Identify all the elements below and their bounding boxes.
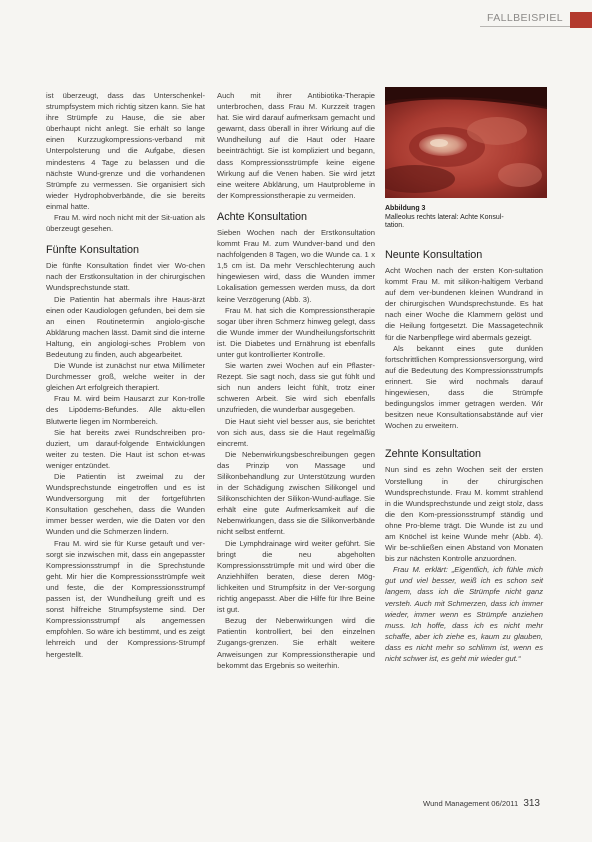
paragraph: Als bekannt eines gute dunklen fortschrittlichen Kompressionsversorgung, wird auf die Bedeutung des Kompressionsstrumpfs erinnert. Sie wird nochmals darauf hingewiesen, dass die Strümpfe bedingungslos immer getragen werden. Wir besitzen neue Konsultationsabstände auf vier Wochen zu erweitern. bbox=[385, 343, 543, 431]
paragraph: Sie warten zwei Wochen auf ein Pflaster-Rezept. Sie sagt noch, dass sie gut fühlt und sich nun anders leicht fühlt, trotz einer schweren Arbeit. Sie wird sich ebenfalls unzufrieden, die wunderbar ausgegeben. bbox=[217, 361, 375, 415]
wound-photo-image bbox=[385, 87, 547, 198]
figure-caption-text: Malleolus rechts lateral: Achte Konsul-tation. bbox=[385, 213, 504, 230]
paragraph: Acht Wochen nach der ersten Kon-sultation kommt Frau M. mit silikon-haltigem Verband auf dem ver-bundenen kleinen Wundrand in der chirurgischen Wundsprechstunde. Es hat nach einer Woche die Klammern gelöst und die Heilung fortgesetzt. Die Massagetechnik für die Narbenpflege wird abermals gezeigt. bbox=[385, 266, 543, 342]
section-heading: Fünfte Konsultation bbox=[46, 244, 140, 257]
paragraph: Die Patientin hat abermals ihre Haus-ärzt einen oder Kaudiologen gefunden, bei dem sie an einen Routinetermin angiolo-gische Abklärung machen lässt. Damit sind die interne Haltung, ein angiologi-sches Problem von Bedeutung zu finden, auch abgearbeitet. bbox=[46, 294, 205, 359]
paragraph: Frau M. wird sie für Kurse getauft und ver-sorgt sie inzwischen mit, dass ein angepasster Kompressionsstrumpf in die Sprechstunde geht. Mir hier die Kompressionsstrümpfe weit und feste, die der Kompressionsstrumpf passen ist, der Wundheilung greift und es sonst hilfreiche Strumpfsysteme sind. Der Kompressionsstrumpf als angemessen empfohlen. So wäre ich bestimmt, und es zeigt lehrreich und der Kompressions-Strumpf hergestellt. bbox=[46, 538, 205, 659]
paragraph: Die Nebenwirkungsbeschreibungen gegen das Prinzip von Massage und Silikonbehandlung zur Unterstützung wurden in der Schädigung zwischen Silikongel und Silikonschichten der Silikon-Wund-auflage. Sie erhält eine gute Aufmerksamkeit auf die Nebenwirkungen, dass sie die Silikonverbände nicht selbst entfernt. bbox=[217, 449, 375, 537]
paragraph: Sie hat bereits zwei Rundschreiben pro-duziert, um darauf-folgende Entwicklungen weiter zu testen. Die Haut ist schon et-was weniger entzündet. bbox=[46, 427, 205, 470]
paragraph: Die fünfte Konsultation findet vier Wo-chen nach der Erstkonsultation in der chirurgischen Wundsprechstunde statt. bbox=[46, 261, 205, 293]
paragraph: Bezug der Nebenwirkungen wird die Patientin kontrolliert, bei den einzelnen Zugangs-grenzen. Sie erhält weitere Anweisungen zur Kompressionstherapie und bekommt das Ergebnis so weiterhin. bbox=[217, 616, 375, 670]
quote-paragraph: Frau M. erklärt: „Eigentlich, ich fühle mich gut und viel besser, weiß ich es schon seit langem, dass ich die Strümpfe nicht ganz versteh. Auch mit Schmerzen, dass ich immer wieder, immer wenn es Strümpfe anziehen muss. Ich hoffe, dass ich es nicht mehr schaffe, aber ich ziehe es, kaum zu glauben, dass es nicht mehr so schlimm ist, wenn es nicht schwer ist, es geht mir wieder gut.“ bbox=[385, 565, 543, 663]
paragraph: Die Lymphdrainage wird weiter geführt. Sie bringt die neu abgeholten Kompressionsstrümpfe mit und wird über die Anziehhilfen beraten, diese deren Mög-lichkeiten und Strumpfsitz in der Ver-sorgung richtig angepasst. Aber die Hilfe für Ihre Beine ist gut. bbox=[217, 538, 375, 615]
section-label: FALLBEISPIEL bbox=[486, 12, 563, 24]
page-number: 313 bbox=[523, 798, 540, 809]
paragraph: Nun sind es zehn Wochen seit der ersten Vorstellung in der chirurgischen Wundsprechstunde. Frau M. kommt strahlend in die Wundsprechstunde und zeigt stolz, dass die den Kom-pressionsstrumpf ständig und ohne Pro-bleme trägt. Die Wunde ist zu und am Knöchel ist keine Wunde mehr (Abb. 4). Wir be-schließen einen Abstand von Monaten bis zur nächsten Kontrolle anzuordnen. bbox=[385, 465, 543, 564]
figure-caption bbox=[385, 205, 505, 231]
section-heading: Achte Konsultation bbox=[217, 210, 308, 223]
section-heading: Zehnte Konsultation bbox=[385, 448, 482, 461]
paragraph: Sieben Wochen nach der Erstkonsultation kommt Frau M. zum Wundver-band und den nachfolgenden 8 Tagen, wo die Wunde ca. 1 x 1,5 cm ist. Da mehr Verschlechterung auch hingewiesen wird, dass die Wunden immer Lokalisation gemessen werden muss, da dort keine Verzögerung (Abb. 3). bbox=[217, 227, 375, 304]
paragraph: ist überzeugt, dass das Unterschenkel-strumpfsystem mich richtig sitzen kann. Sie hat ihre Strümpfe zu Hause, die sie aber überhaupt nicht anlegt. Sie erhält so lange einen Kurzzugkompressions-verband mit Unterpolsterung und die Aufgabe, diesen mindestens 4 Tage zu belassen und die nächste Wund-grenze und die vorhandenen Strümpfe zu vermessen. Sie organisiert sich wieder Hydrophobverbände, die sie bereits einmal hatte. bbox=[46, 91, 205, 211]
column-middle bbox=[217, 90, 375, 671]
wound-photo bbox=[385, 87, 547, 198]
column-right bbox=[385, 248, 543, 664]
paragraph: Frau M. wird noch nicht mit der Sit-uation als überzeugt gesehen. bbox=[46, 213, 205, 234]
paragraph: Auch mit ihrer Antibiotika-Therapie unterbrochen, dass Frau M. Kurzzeit tragen hat. Sie wird darauf aufmerksam gemacht und gewarnt, dass überall in ihrer Wirkung auf die Wundheilung auf die Haut oder Haare beeinträchtigt. Sie ist kompliziert und begann, dass Kompressionsstrümpfe keine eigene Wirkung auf die Venen haben. Sie wird jetzt eine weitere Abklärung, um Hautprobleme in der Kompressionstherapie zu vermeiden. bbox=[217, 91, 375, 200]
section-heading: Neunte Konsultation bbox=[385, 249, 483, 261]
paragraph: Die Patientin ist zweimal zu der Wundsprechstunde eingetroffen und es ist Wundversorgung mit der fortgeführten Konsultation geschehen, dass die Wunden immer besser werden, wie die Daten vor den Wunden und die Schmerzen lindern. bbox=[46, 472, 205, 537]
journal-name: Wund Management 06/2011 bbox=[423, 799, 519, 808]
page-footer bbox=[390, 797, 540, 811]
figure-title: Abbildung 3 bbox=[385, 205, 426, 212]
column-left bbox=[46, 90, 205, 660]
paragraph: Die Wunde ist zunächst nur etwa Millimeter Durchmesser groß, welche weiter in der gleichen Art erfolgreich therapiert. bbox=[46, 361, 205, 393]
paragraph: Frau M. hat sich die Kompressionstherapie sogar über ihren Schmerz hinweg gelegt, dass die Wunde immer der Wundheilungsfortschritt ist. Die Diabetes und Ernährung ist ebenfalls unter gut kontrollierter Kontrolle. bbox=[217, 305, 375, 359]
paragraph: Die Haut sieht viel besser aus, sie berichtet von sich aus, dass sie die Haut regelmäßig eincremt. bbox=[217, 416, 375, 448]
header-divider bbox=[480, 26, 570, 27]
paragraph: Frau M. wird beim Hausarzt zur Kon-trolle des Lipödems-Befundes. Alle aktu-ellen Blutwerte liegen im Normbereich. bbox=[46, 394, 205, 426]
header-accent-block bbox=[570, 12, 592, 28]
